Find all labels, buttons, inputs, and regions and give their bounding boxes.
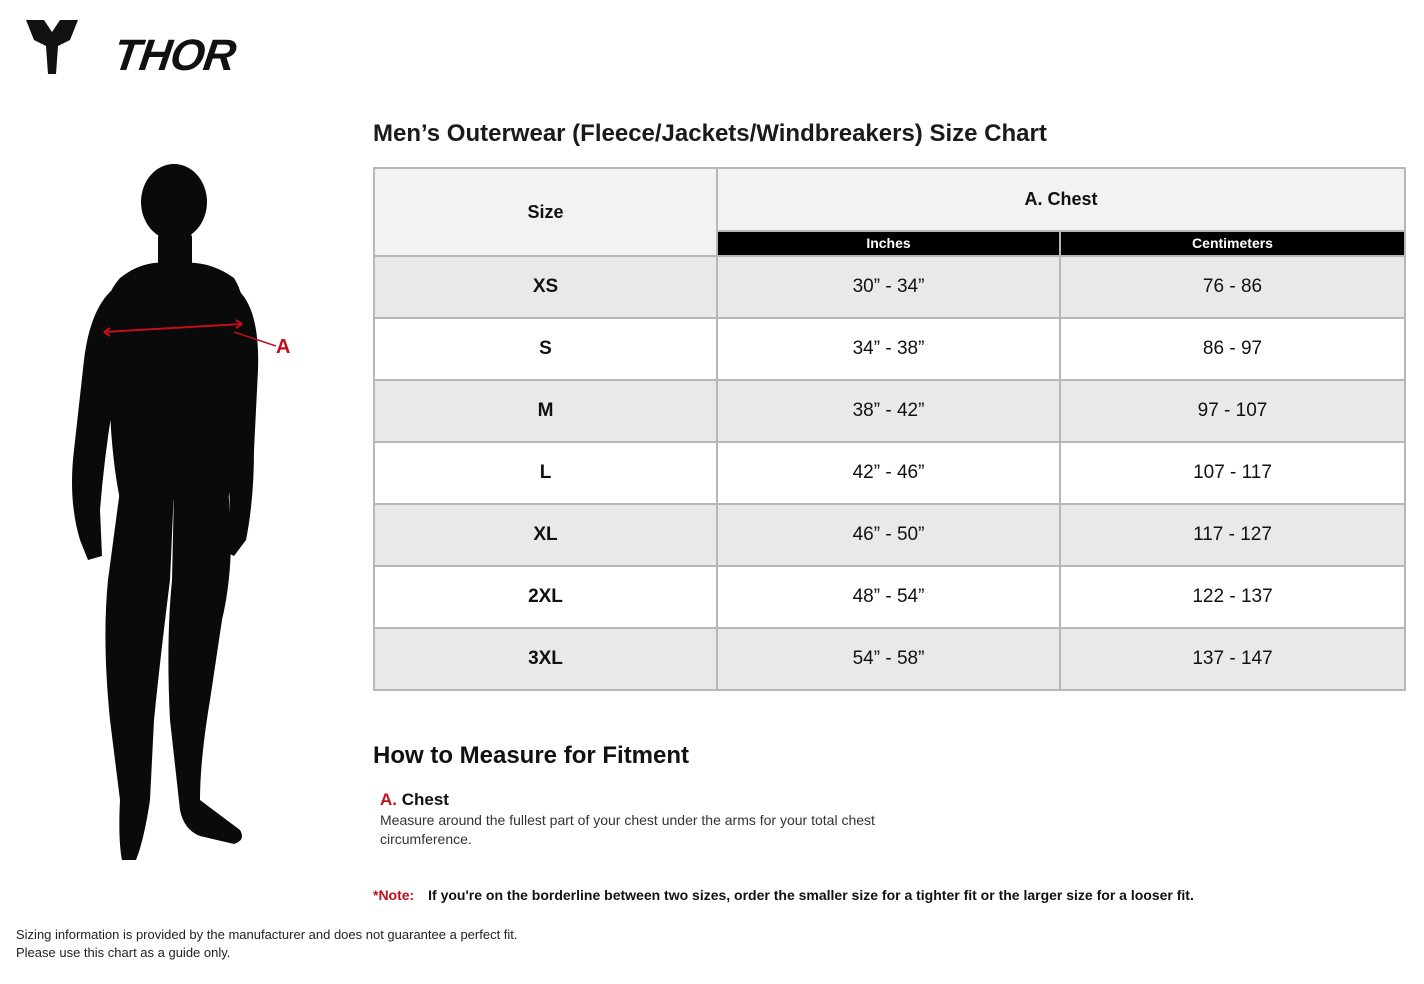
inches-cell: 48” - 54” [717,566,1060,628]
measure-section-title: How to Measure for Fitment [373,742,690,769]
thor-hammer-icon [26,18,78,76]
brand-wordmark: THOR [110,31,239,80]
size-cell: 2XL [374,566,717,628]
disclaimer-line-1: Sizing information is provided by the manufacturer and does not guarantee a perfect fit. [16,927,518,942]
table-row [374,628,1405,690]
table-row [374,442,1405,504]
size-cell: XS [374,256,717,318]
table-row [374,318,1405,380]
cm-cell: 107 - 117 [1060,442,1405,504]
measure-description: Measure around the fullest part of your chest under the arms for your total chest circumference. [380,812,875,847]
measure-letter: A. [380,790,397,809]
table-row [374,566,1405,628]
cm-cell: 117 - 127 [1060,504,1405,566]
inches-cell: 46” - 50” [717,504,1060,566]
header-centimeters: Centimeters [1060,231,1405,256]
size-cell: M [374,380,717,442]
chart-title: Men’s Outerwear (Fleece/Jackets/Windbreakers) Size Chart [373,120,1047,147]
inches-cell: 34” - 38” [717,318,1060,380]
table-row [374,504,1405,566]
measure-label [380,790,449,810]
fit-note [373,887,1194,903]
inches-cell: 42” - 46” [717,442,1060,504]
measure-name: Chest [401,790,449,809]
cm-cell: 122 - 137 [1060,566,1405,628]
inches-cell: 38” - 42” [717,380,1060,442]
brand-logo [26,18,248,80]
size-cell: S [374,318,717,380]
cm-cell: 137 - 147 [1060,628,1405,690]
note-label: *Note: [373,887,415,903]
cm-cell: 86 - 97 [1060,318,1405,380]
body-silhouette [50,160,300,870]
table-row [374,256,1405,318]
disclaimer [16,926,518,962]
cm-cell: 76 - 86 [1060,256,1405,318]
marker-label-a: A [276,336,291,358]
size-cell: 3XL [374,628,717,690]
disclaimer-line-2: Please use this chart as a guide only. [16,945,231,960]
size-cell: L [374,442,717,504]
note-text: If you're on the borderline between two sizes, order the smaller size for a tighter fit or the larger size for a looser fit. [428,887,1194,903]
header-chest: A. Chest [717,168,1405,231]
header-size: Size [374,168,717,256]
inches-cell: 54” - 58” [717,628,1060,690]
cm-cell: 97 - 107 [1060,380,1405,442]
size-cell: XL [374,504,717,566]
header-inches: Inches [717,231,1060,256]
table-row [374,380,1405,442]
size-chart-table [373,167,1406,691]
inches-cell: 30” - 34” [717,256,1060,318]
